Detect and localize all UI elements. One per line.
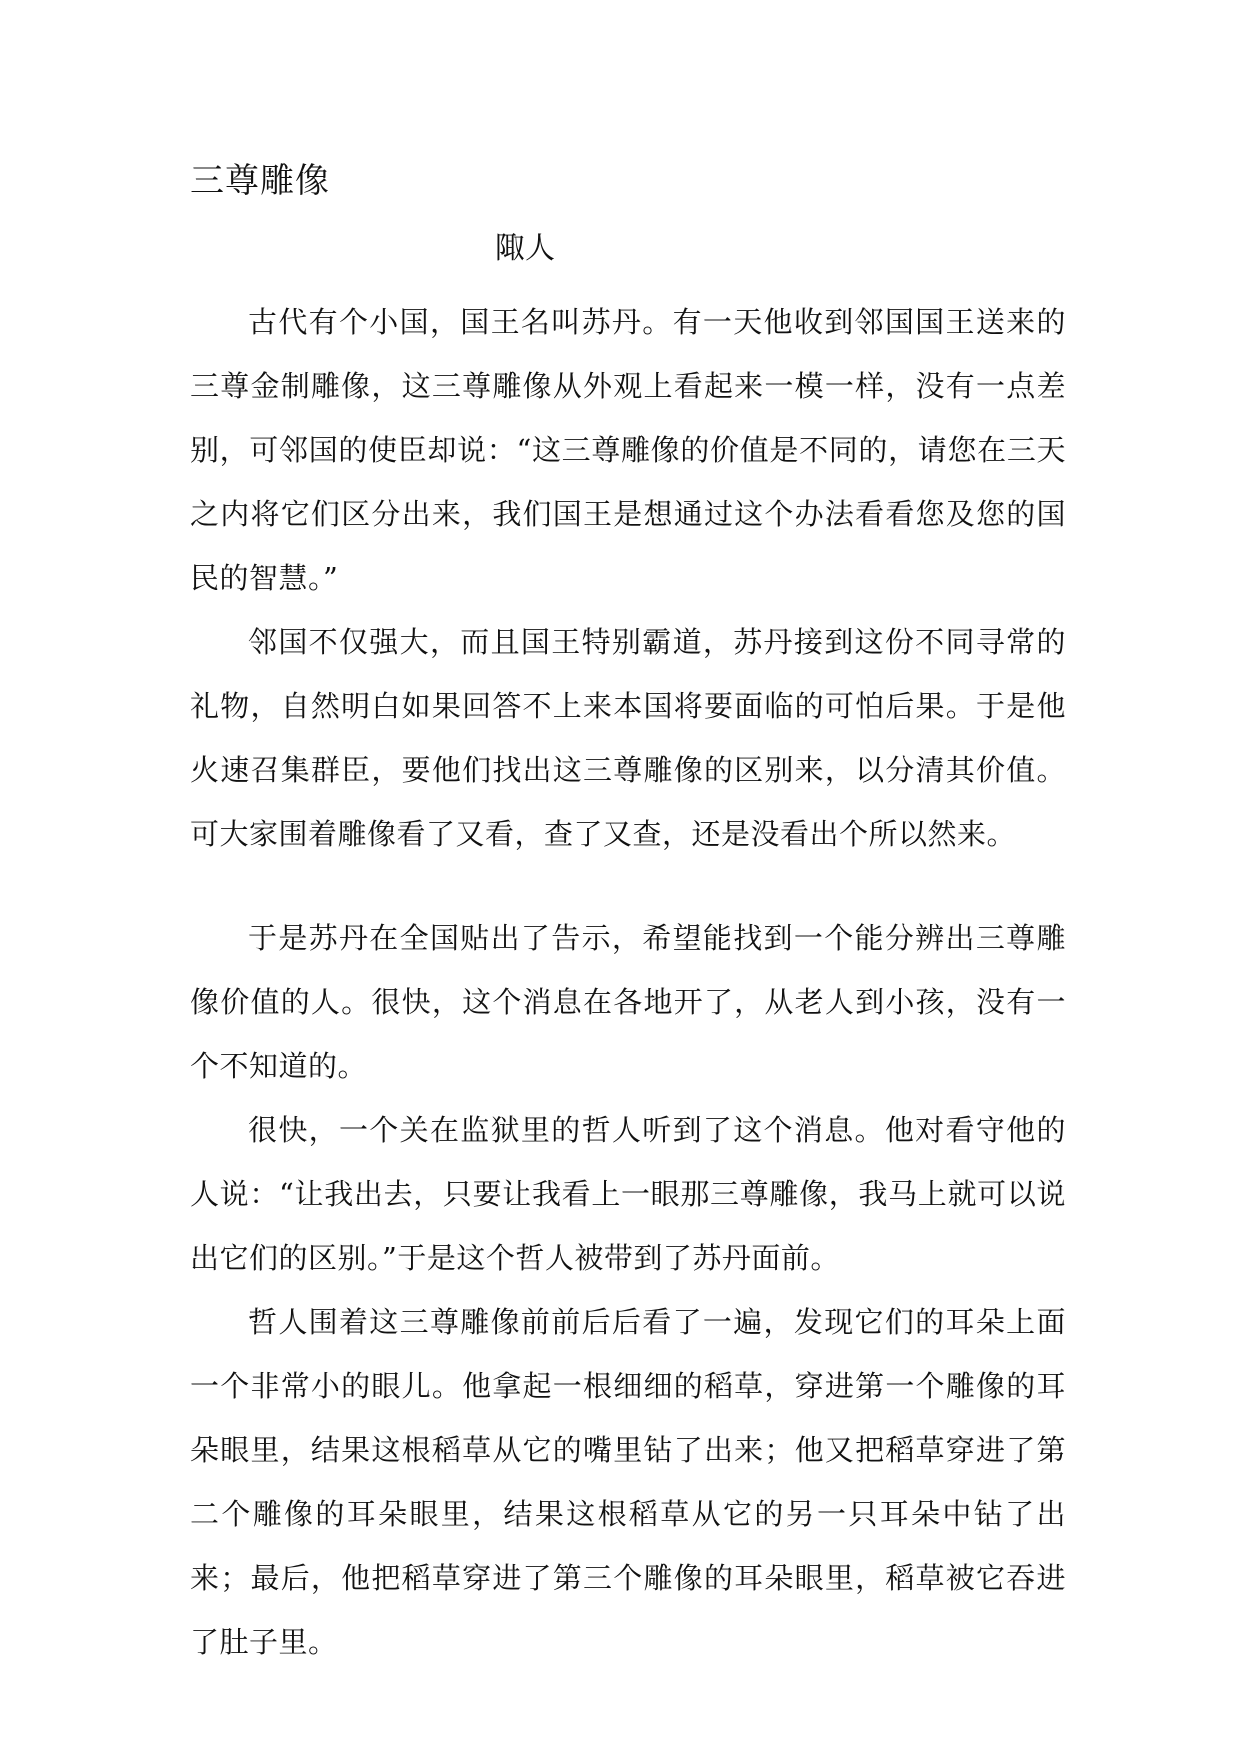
- paragraph-3: 于是苏丹在全国贴出了告示，希望能找到一个能分辨出三尊雕像价值的人。很快，这个消息在各地开了，从老人到小孩，没有一个不知道的。: [190, 921, 1066, 1083]
- paragraph-5: 哲人围着这三尊雕像前前后后看了一遍，发现它们的耳朵上面一个非常小的眼儿。他拿起一根细细的稻草，穿进第一个雕像的耳朵眼里，结果这根稻草从它的嘴里钻了出来；他又把稻草穿进了第二个雕像的耳朵眼里，结果这根稻草从它的另一只耳朵中钻了出来；最后，他把稻草穿进了第三个雕像的耳朵眼里，稻草被它吞进了肚子里。: [190, 1305, 1066, 1659]
- document-title: 三尊雕像: [190, 161, 330, 201]
- document-body: [190, 290, 1066, 1674]
- paragraph-1: 古代有个小国，国王名叫苏丹。有一天他收到邻国国王送来的三尊金制雕像，这三尊雕像从外观上看起来一模一样，没有一点差别，可邻国的使臣却说：“这三尊雕像的价值是不同的，请您在三天之内将它们区分出来，我们国王是想通过这个办法看看您及您的国民的智慧。”: [190, 305, 1066, 595]
- document-author: 陬人: [495, 231, 555, 266]
- paragraph-4: 很快，一个关在监狱里的哲人听到了这个消息。他对看守他的人说：“让我出去，只要让我看上一眼那三尊雕像，我马上就可以说出它们的区别。”于是这个哲人被带到了苏丹面前。: [190, 1113, 1066, 1275]
- paragraph-2: 邻国不仅强大，而且国王特别霸道，苏丹接到这份不同寻常的礼物，自然明白如果回答不上来本国将要面临的可怕后果。于是他火速召集群臣，要他们找出这三尊雕像的区别来，以分清其价值。可大家围着雕像看了又看，查了又查，还是没看出个所以然来。: [190, 625, 1066, 851]
